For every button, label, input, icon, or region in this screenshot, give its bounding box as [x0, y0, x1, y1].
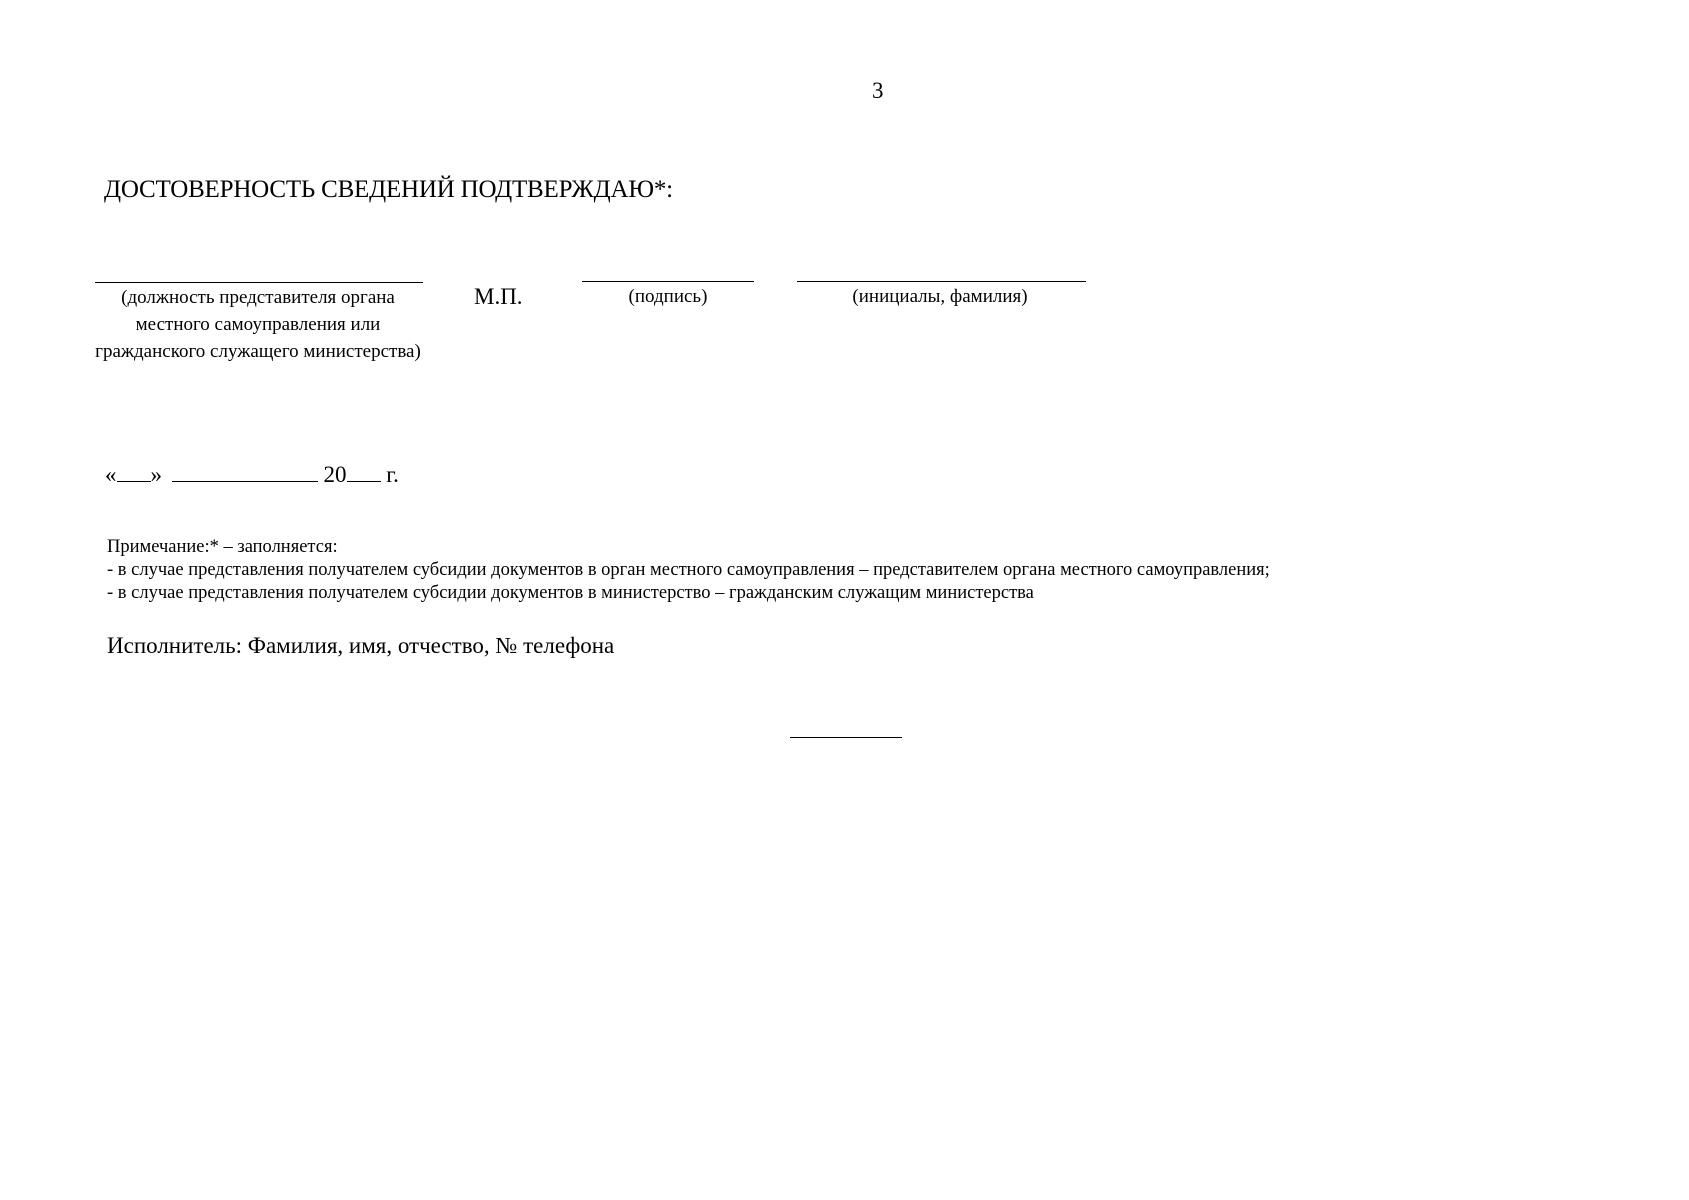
note-item: - в случае представления получателем субсидии документов в орган местного самоуправления – представителем органа местного самоуправления;: [107, 560, 1270, 580]
day-blank: [117, 463, 151, 482]
name-caption: (инициалы, фамилия): [852, 286, 1028, 307]
signature-line: [582, 281, 754, 282]
year-blank: [347, 463, 381, 482]
note-block: [107, 536, 1270, 605]
name-signature-line: [797, 281, 1086, 282]
date-open-quote: «: [105, 462, 117, 487]
note-title: Примечание:* – заполняется:: [107, 537, 338, 557]
note-item: - в случае представления получателем субсидии документов в министерство – гражданским служащим министерства: [107, 583, 1034, 603]
date-close-quote: »: [150, 462, 162, 487]
position-caption: (должность представителя органа местного самоуправления или гражданского служащего министерства): [95, 287, 421, 362]
date-line: [105, 462, 399, 488]
confirmation-heading: ДОСТОВЕРНОСТЬ СВЕДЕНИЙ ПОДТВЕРЖДАЮ*:: [104, 176, 673, 203]
year-suffix: г.: [386, 462, 399, 487]
position-signature-line: [95, 282, 423, 283]
signature-caption: (подпись): [628, 286, 708, 307]
month-blank: [172, 463, 318, 482]
page-number: 3: [872, 78, 884, 103]
executor-line: Исполнитель: Фамилия, имя, отчество, № телефона: [107, 633, 615, 658]
year-prefix: 20: [323, 462, 347, 487]
stamp-label: М.П.: [474, 284, 523, 309]
end-divider: [790, 737, 902, 738]
